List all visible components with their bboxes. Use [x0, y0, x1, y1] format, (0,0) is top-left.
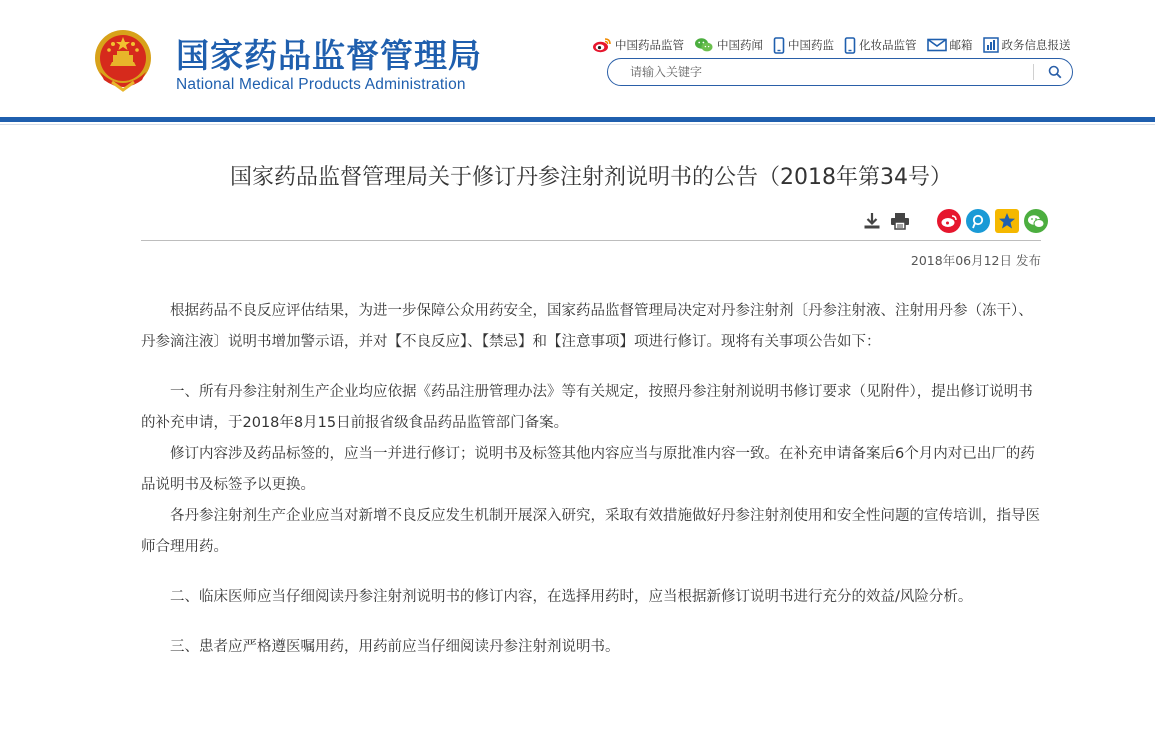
national-emblem-icon[interactable]	[92, 28, 154, 94]
report-icon	[983, 37, 999, 53]
link-report-label: 政务信息报送	[1001, 38, 1071, 52]
paragraph-gap	[141, 613, 1041, 632]
link-wechat[interactable]	[694, 37, 763, 53]
download-button[interactable]	[860, 209, 884, 233]
link-report[interactable]	[983, 37, 1071, 53]
header-divider-thin	[0, 124, 1155, 125]
paragraph-gap	[141, 358, 1041, 377]
share-wechat-button[interactable]	[1024, 209, 1048, 233]
paragraph-intro: 根据药品不良反应评估结果，为进一步保障公众用药安全，国家药品监督管理局决定对丹参注射剂〔丹参注射液、注射用丹参（冻干）、丹参滴注液〕说明书增加警示语，并对【不良反应】、【禁忌】和【注意事项】项进行修订。现将有关事项公告如下：	[141, 303, 1033, 350]
link-mobile-yaojian[interactable]	[773, 37, 834, 54]
wechat-icon	[694, 37, 714, 53]
top-links	[592, 36, 1071, 54]
site-title-en[interactable]: National Medical Products Administration	[176, 76, 466, 93]
link-mail-label: 邮箱	[949, 38, 973, 52]
link-wechat-label: 中国药闻	[717, 38, 763, 52]
mobile-icon	[773, 37, 785, 54]
link-mobile-yaojian-label: 中国药监	[788, 38, 834, 52]
download-icon	[863, 212, 881, 230]
tencent-weibo-share-icon	[970, 213, 986, 229]
wechat-share-icon	[1027, 214, 1045, 229]
mobile-icon	[844, 37, 856, 54]
weibo-share-icon	[940, 214, 958, 228]
article-body	[141, 296, 1041, 663]
search-separator	[1033, 64, 1034, 80]
link-mobile-cosmetics-label: 化妆品监管	[859, 38, 917, 52]
weibo-icon	[592, 37, 612, 53]
share-tencent-weibo-button[interactable]	[966, 209, 990, 233]
paragraph-item-1: 一、所有丹参注射剂生产企业均应依据《药品注册管理办法》等有关规定，按照丹参注射剂说明书修订要求（见附件），提出修订说明书的补充申请，于2018年8月15日前报省级食品药品监管部门备案。	[141, 384, 1033, 431]
link-weibo-label: 中国药品监管	[615, 38, 684, 52]
paragraph-item-3: 三、患者应严格遵医嘱用药，用药前应当仔细阅读丹参注射剂说明书。	[170, 639, 620, 655]
site-title-cn[interactable]: 国家药品监督管理局	[176, 36, 482, 75]
paragraph-item-1-research: 各丹参注射剂生产企业应当对新增不良反应发生机制开展深入研究，采取有效措施做好丹参注射剂使用和安全性问题的宣传培训，指导医师合理用药。	[141, 508, 1040, 555]
article-title: 国家药品监督管理局关于修订丹参注射剂说明书的公告（2018年第34号）	[230, 165, 952, 190]
search-icon	[1048, 65, 1062, 79]
paragraph-item-1-labels: 修订内容涉及药品标签的，应当一并进行修订；说明书及标签其他内容应当与原批准内容一致。在补充申请备案后6个月内对已出厂的药品说明书及标签予以更换。	[141, 446, 1035, 493]
link-mobile-cosmetics[interactable]	[844, 37, 917, 54]
search-box	[607, 58, 1073, 86]
header-divider	[0, 117, 1155, 122]
mail-icon	[927, 38, 947, 52]
title-divider	[141, 240, 1041, 241]
link-weibo[interactable]	[592, 37, 684, 53]
publish-date: 2018年06月12日 发布	[910, 253, 1041, 268]
share-weibo-button[interactable]	[937, 209, 961, 233]
paragraph-item-2: 二、临床医师应当仔细阅读丹参注射剂说明书的修订内容，在选择用药时，应当根据新修订说明书进行充分的效益/风险分析。	[170, 589, 973, 605]
article-toolbar	[860, 206, 1048, 236]
share-qzone-button[interactable]	[995, 209, 1019, 233]
print-button[interactable]	[888, 209, 912, 233]
link-mail[interactable]	[927, 37, 973, 53]
search-input[interactable]	[630, 64, 1030, 80]
search-button[interactable]	[1045, 62, 1065, 82]
print-icon	[890, 212, 910, 230]
qzone-share-icon	[998, 212, 1016, 230]
paragraph-gap	[141, 563, 1041, 582]
site-header	[0, 0, 1155, 118]
